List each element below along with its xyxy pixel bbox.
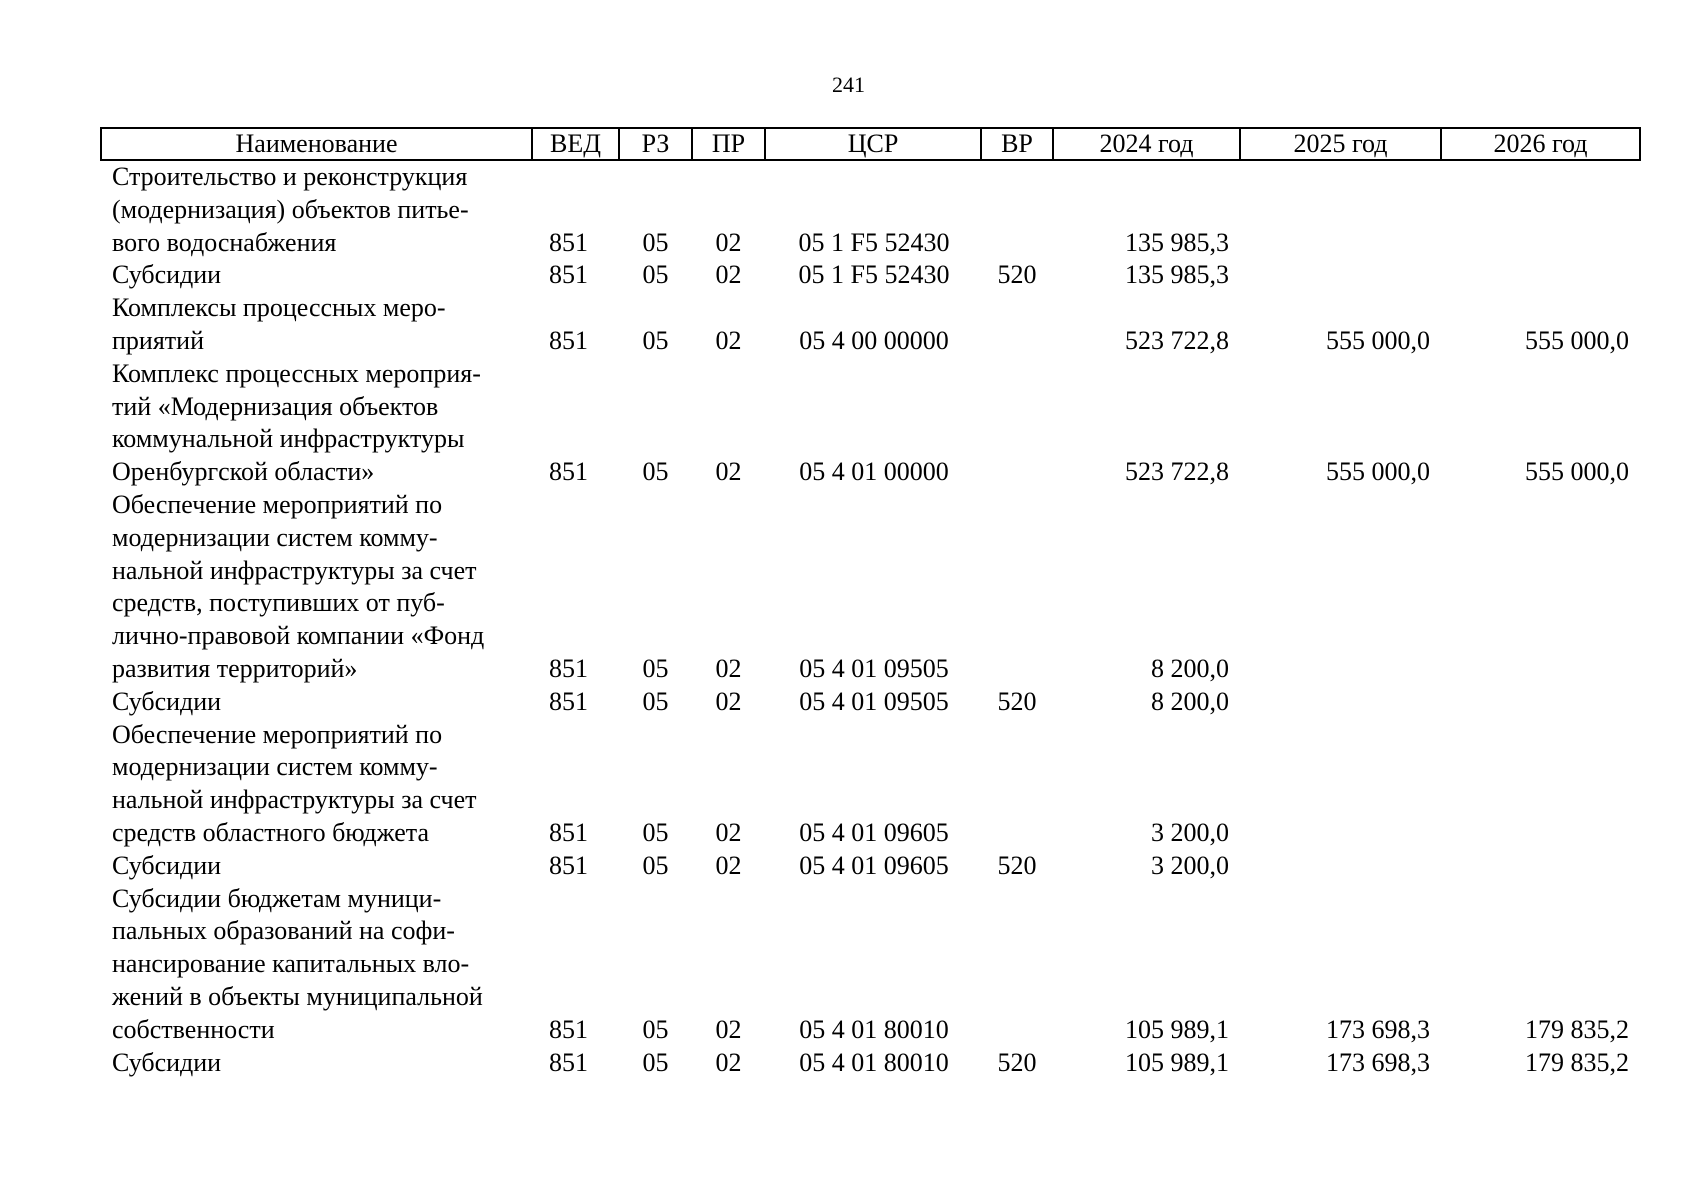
cell-name-line: развития территорий»	[112, 653, 358, 683]
cell-rz: 05	[642, 817, 669, 847]
cell-pr: 02	[715, 227, 742, 257]
cell-ved: 851	[549, 1014, 588, 1044]
cell-pr: 02	[715, 260, 742, 290]
cell-y2024: 3 200,0	[1151, 817, 1229, 847]
cell-name-line: средств областного бюджета	[112, 817, 430, 847]
cell-vr	[981, 719, 1053, 850]
cell-rz: 05	[642, 850, 669, 880]
header-2024: 2024 год	[1053, 128, 1240, 160]
cell-name	[101, 292, 532, 358]
cell-y2024: 105 989,1	[1125, 1047, 1229, 1077]
cell-y2024: 523 722,8	[1125, 325, 1229, 355]
cell-y2026	[1441, 259, 1640, 292]
cell-name-line: лично-правовой компании «Фонд	[112, 621, 485, 651]
cell-y2026	[1441, 686, 1640, 719]
cell-y2025	[1240, 489, 1441, 686]
cell-y2024: 8 200,0	[1151, 653, 1229, 683]
cell-y2025	[1240, 719, 1441, 850]
cell-ved: 851	[549, 686, 588, 716]
cell-name-line: модернизации систем комму-	[112, 522, 438, 552]
cell-rz: 05	[642, 653, 669, 683]
cell-name-line: средств, поступивших от пуб-	[112, 588, 445, 618]
cell-name-line: Комплексы процессных меро-	[112, 293, 446, 323]
cell-y2025: 555 000,0	[1326, 325, 1430, 355]
cell-pr: 02	[715, 457, 742, 487]
header-ved: ВЕД	[532, 128, 619, 160]
cell-pr: 02	[715, 686, 742, 716]
table-row	[101, 160, 1640, 259]
cell-name	[101, 719, 532, 850]
cell-y2025: 555 000,0	[1326, 457, 1430, 487]
cell-y2024: 523 722,8	[1125, 457, 1229, 487]
cell-vr: 520	[997, 850, 1037, 880]
cell-y2026: 179 835,2	[1525, 1014, 1629, 1044]
cell-name-line: Субсидии	[112, 686, 222, 716]
cell-name-line: Обеспечение мероприятий по	[112, 719, 443, 749]
header-name: Наименование	[101, 128, 532, 160]
cell-csr: 05 4 01 09605	[799, 850, 949, 880]
cell-name-line: нансирование капитальных вло-	[112, 949, 470, 979]
cell-name-line: нальной инфраструктуры за счет	[112, 555, 477, 585]
header-csr: ЦСР	[765, 128, 981, 160]
budget-table	[100, 127, 1641, 1079]
cell-csr: 05 4 01 80010	[799, 1014, 949, 1044]
cell-csr: 05 4 01 00000	[799, 457, 949, 487]
table-row	[101, 850, 1640, 883]
cell-pr: 02	[715, 653, 742, 683]
cell-y2026: 555 000,0	[1525, 325, 1629, 355]
cell-rz: 05	[642, 227, 669, 257]
cell-y2024: 8 200,0	[1151, 686, 1229, 716]
cell-ved: 851	[549, 227, 588, 257]
cell-name	[101, 686, 532, 719]
cell-pr: 02	[715, 817, 742, 847]
cell-csr: 05 1 F5 52430	[798, 227, 950, 257]
cell-name	[101, 883, 532, 1047]
table-body	[101, 160, 1640, 1079]
cell-csr: 05 4 01 09505	[799, 686, 949, 716]
cell-name-line: Субсидии	[112, 260, 222, 290]
cell-name-line: приятий	[112, 325, 204, 355]
cell-pr: 02	[715, 325, 742, 355]
cell-csr: 05 4 01 09605	[799, 817, 949, 847]
cell-name-line: пальных образований на софи-	[112, 916, 455, 946]
cell-y2024: 135 985,3	[1125, 227, 1229, 257]
cell-rz: 05	[642, 1014, 669, 1044]
cell-csr: 05 1 F5 52430	[798, 260, 950, 290]
cell-csr: 05 4 00 00000	[799, 325, 949, 355]
cell-ved: 851	[549, 850, 588, 880]
cell-ved: 851	[549, 325, 588, 355]
cell-y2025	[1240, 160, 1441, 259]
cell-name-line: Строительство и реконструкция	[112, 162, 468, 191]
header-vr: ВР	[981, 128, 1053, 160]
table-row	[101, 883, 1640, 1047]
cell-name-line: Субсидии бюджетам муници-	[112, 883, 442, 913]
table-row	[101, 1047, 1640, 1080]
header-2026: 2026 год	[1441, 128, 1640, 160]
cell-pr: 02	[715, 1014, 742, 1044]
cell-name-line: Обеспечение мероприятий по	[112, 489, 443, 519]
cell-name-line: тий «Модернизация объектов	[112, 391, 439, 421]
cell-name	[101, 1047, 532, 1080]
cell-ved: 851	[549, 260, 588, 290]
cell-vr	[981, 358, 1053, 489]
table-row	[101, 358, 1640, 489]
table-row	[101, 292, 1640, 358]
cell-y2025: 173 698,3	[1326, 1014, 1430, 1044]
cell-y2026	[1441, 719, 1640, 850]
cell-csr: 05 4 01 09505	[799, 653, 949, 683]
cell-name	[101, 259, 532, 292]
cell-vr: 520	[997, 260, 1037, 290]
cell-vr	[981, 883, 1053, 1047]
cell-name-line: коммунальной инфраструктуры	[112, 424, 465, 454]
cell-ved: 851	[549, 1047, 588, 1077]
cell-y2024: 3 200,0	[1151, 850, 1229, 880]
cell-y2026: 555 000,0	[1525, 457, 1629, 487]
cell-name-line: Субсидии	[112, 1047, 222, 1077]
cell-name-line: вого водоснабжения	[112, 227, 337, 257]
cell-y2026	[1441, 489, 1640, 686]
header-rz: РЗ	[619, 128, 692, 160]
cell-y2025: 173 698,3	[1326, 1047, 1430, 1077]
cell-name-line: Субсидии	[112, 850, 222, 880]
cell-name	[101, 489, 532, 686]
table-header-row	[101, 128, 1640, 160]
cell-ved: 851	[549, 653, 588, 683]
cell-name-line: Оренбургской области»	[112, 457, 375, 487]
cell-name	[101, 160, 532, 259]
cell-y2025	[1240, 686, 1441, 719]
cell-y2026	[1441, 160, 1640, 259]
cell-name-line: Комплекс процессных мероприя-	[112, 358, 481, 388]
cell-ved: 851	[549, 457, 588, 487]
cell-vr	[981, 160, 1053, 259]
cell-rz: 05	[642, 325, 669, 355]
page-number: 241	[832, 72, 865, 97]
cell-rz: 05	[642, 686, 669, 716]
cell-y2025	[1240, 259, 1441, 292]
cell-name	[101, 358, 532, 489]
cell-vr	[981, 292, 1053, 358]
cell-name	[101, 850, 532, 883]
cell-name-line: (модернизация) объектов питье-	[112, 194, 469, 224]
table-row	[101, 719, 1640, 850]
cell-y2024: 135 985,3	[1125, 260, 1229, 290]
header-pr: ПР	[692, 128, 765, 160]
cell-rz: 05	[642, 1047, 669, 1077]
header-2025: 2025 год	[1240, 128, 1441, 160]
cell-pr: 02	[715, 1047, 742, 1077]
cell-csr: 05 4 01 80010	[799, 1047, 949, 1077]
cell-pr: 02	[715, 850, 742, 880]
cell-y2026	[1441, 850, 1640, 883]
cell-vr: 520	[997, 686, 1037, 716]
cell-y2024: 105 989,1	[1125, 1014, 1229, 1044]
cell-rz: 05	[642, 260, 669, 290]
table-row	[101, 259, 1640, 292]
cell-name-line: нальной инфраструктуры за счет	[112, 785, 477, 815]
table-row	[101, 686, 1640, 719]
cell-name-line: жений в объекты муниципальной	[112, 981, 483, 1011]
table-row	[101, 489, 1640, 686]
cell-y2025	[1240, 850, 1441, 883]
cell-vr: 520	[997, 1047, 1037, 1077]
cell-vr	[981, 489, 1053, 686]
cell-y2026: 179 835,2	[1525, 1047, 1629, 1077]
cell-name-line: собственности	[112, 1014, 275, 1044]
cell-ved: 851	[549, 817, 588, 847]
cell-name-line: модернизации систем комму-	[112, 752, 438, 782]
cell-rz: 05	[642, 457, 669, 487]
